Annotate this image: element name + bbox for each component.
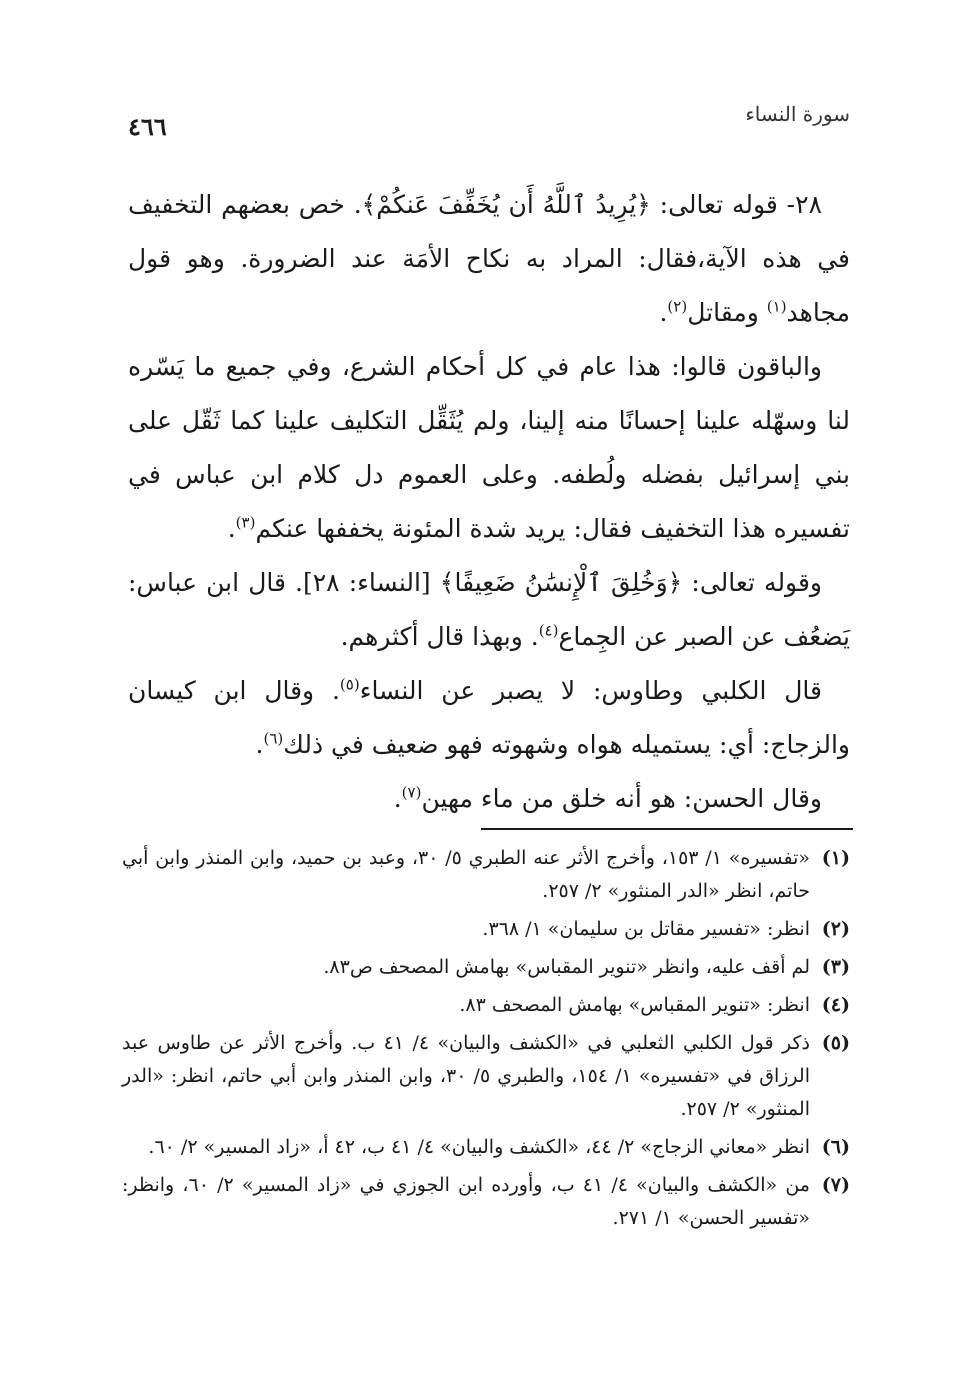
footnote-ref: (٣) [235, 513, 256, 532]
paragraph-text: . وبهذا قال أكثرهم. [340, 622, 539, 651]
footnotes [122, 842, 850, 1240]
page-number: ٤٦٦ [128, 112, 167, 141]
footnote-ref: (٢) [667, 297, 688, 316]
footnote-number: (١) [821, 847, 850, 869]
footnote-number: (٢) [821, 918, 850, 940]
paragraph-text: . [393, 784, 402, 813]
paragraph-text: . [255, 730, 264, 759]
footnote-separator [481, 828, 853, 830]
footnote-text: انظر: «تفسير مقاتل بن سليمان» ١/ ٣٦٨. [482, 918, 810, 940]
page-header [128, 98, 850, 148]
paragraph-1 [128, 178, 850, 340]
paragraph-4 [128, 664, 850, 772]
paragraph-text: قال الكلبي وطاوس: لا يصبر عن النساء [359, 676, 822, 705]
paragraph-text: وقوله تعالى: ﴿وَخُلِقَ ٱلْإِنسَٰنُ ضَعِيفًا﴾ [النساء: ٢٨]. قال ابن عباس: يَضعُف عن الصبر عن الجِماع [128, 568, 850, 651]
footnote-text: ذكر قول الكلبي الثعلبي في «الكشف والبيان» ٤/ ٤١ ب. وأخرج الأثر عن طاوس عبد الرزاق في «تفسيره» ١/ ١٥٤، والطبري ٥/ ٣٠، وابن المنذر وابن أبي حاتم، انظر: «الدر المنثور» ٢/ ٢٥٧. [122, 1032, 810, 1120]
footnote-text: انظر: «تنوير المقباس» بهامش المصحف ٨٣. [459, 994, 810, 1016]
paragraph-text: ٢٨- قوله تعالى: ﴿يُرِيدُ ٱللَّهُ أَن يُخَفِّفَ عَنكُمْ﴾. خص بعضهم التخفيف في هذه الآية،فقال: المراد به نكاح الأمَة عند الضرورة. وهو قول مجاهد [128, 190, 850, 327]
paragraph-3 [128, 556, 850, 664]
footnote-ref: (١) [766, 297, 787, 316]
paragraph-text: . وقال ابن كيسان والزجاج: أي: يستميله هواه وشهوته فهو ضعيف في ذلك [128, 676, 850, 759]
footnote-number: (٣) [821, 956, 850, 978]
footnote-ref: (٥) [339, 675, 360, 694]
paragraph-5 [128, 772, 850, 826]
footnote-ref: (٧) [401, 783, 422, 802]
footnote-text: من «الكشف والبيان» ٤/ ٤١ ب، وأورده ابن الجوزي في «زاد المسير» ٢/ ٦٠، وانظر: «تفسير الحسن» ١/ ٢٧١. [122, 1174, 810, 1229]
main-text [128, 178, 850, 826]
footnote-2 [122, 913, 850, 946]
footnote-7 [122, 1169, 850, 1235]
footnote-ref: (٦) [263, 729, 284, 748]
footnote-1 [122, 842, 850, 908]
footnote-ref: (٤) [538, 621, 559, 640]
footnote-number: (٦) [821, 1136, 850, 1158]
surah-name: سورة النساء [745, 102, 850, 126]
paragraph-text: . [227, 514, 236, 543]
paragraph-2 [128, 340, 850, 556]
footnote-5 [122, 1027, 850, 1126]
paragraph-text: ومقاتل [687, 298, 767, 327]
footnote-number: (٤) [821, 994, 850, 1016]
footnote-text: «تفسيره» ١/ ١٥٣، وأخرج الأثر عنه الطبري ٥/ ٣٠، وعبد بن حميد، وابن المنذر وابن أبي حاتم، انظر «الدر المنثور» ٢/ ٢٥٧. [122, 847, 810, 902]
footnote-3 [122, 951, 850, 984]
paragraph-text: . [659, 298, 668, 327]
footnote-number: (٥) [821, 1032, 850, 1054]
footnote-4 [122, 989, 850, 1022]
paragraph-text: والباقون قالوا: هذا عام في كل أحكام الشرع، وفي جميع ما يَسّره لنا وسهّله علينا إحسانًا منه إلينا، ولم يُثَقِّل التكليف علينا كما ثَقّل على بني إسرائيل بفضله ولُطفه. وعلى العموم دل كلام ابن عباس في تفسيره هذا التخفيف فقال: يريد شدة المئونة يخففها عنكم [128, 352, 850, 543]
footnote-text: لم أقف عليه، وانظر «تنوير المقباس» بهامش المصحف ص٨٣. [323, 956, 810, 978]
footnote-text: انظر «معاني الزجاج» ٢/ ٤٤، «الكشف والبيان» ٤/ ٤١ ب، ٤٢ أ، «زاد المسير» ٢/ ٦٠. [148, 1136, 810, 1158]
paragraph-text: وقال الحسن: هو أنه خلق من ماء مهين [421, 784, 822, 813]
footnote-6 [122, 1131, 850, 1164]
footnote-number: (٧) [821, 1174, 850, 1196]
